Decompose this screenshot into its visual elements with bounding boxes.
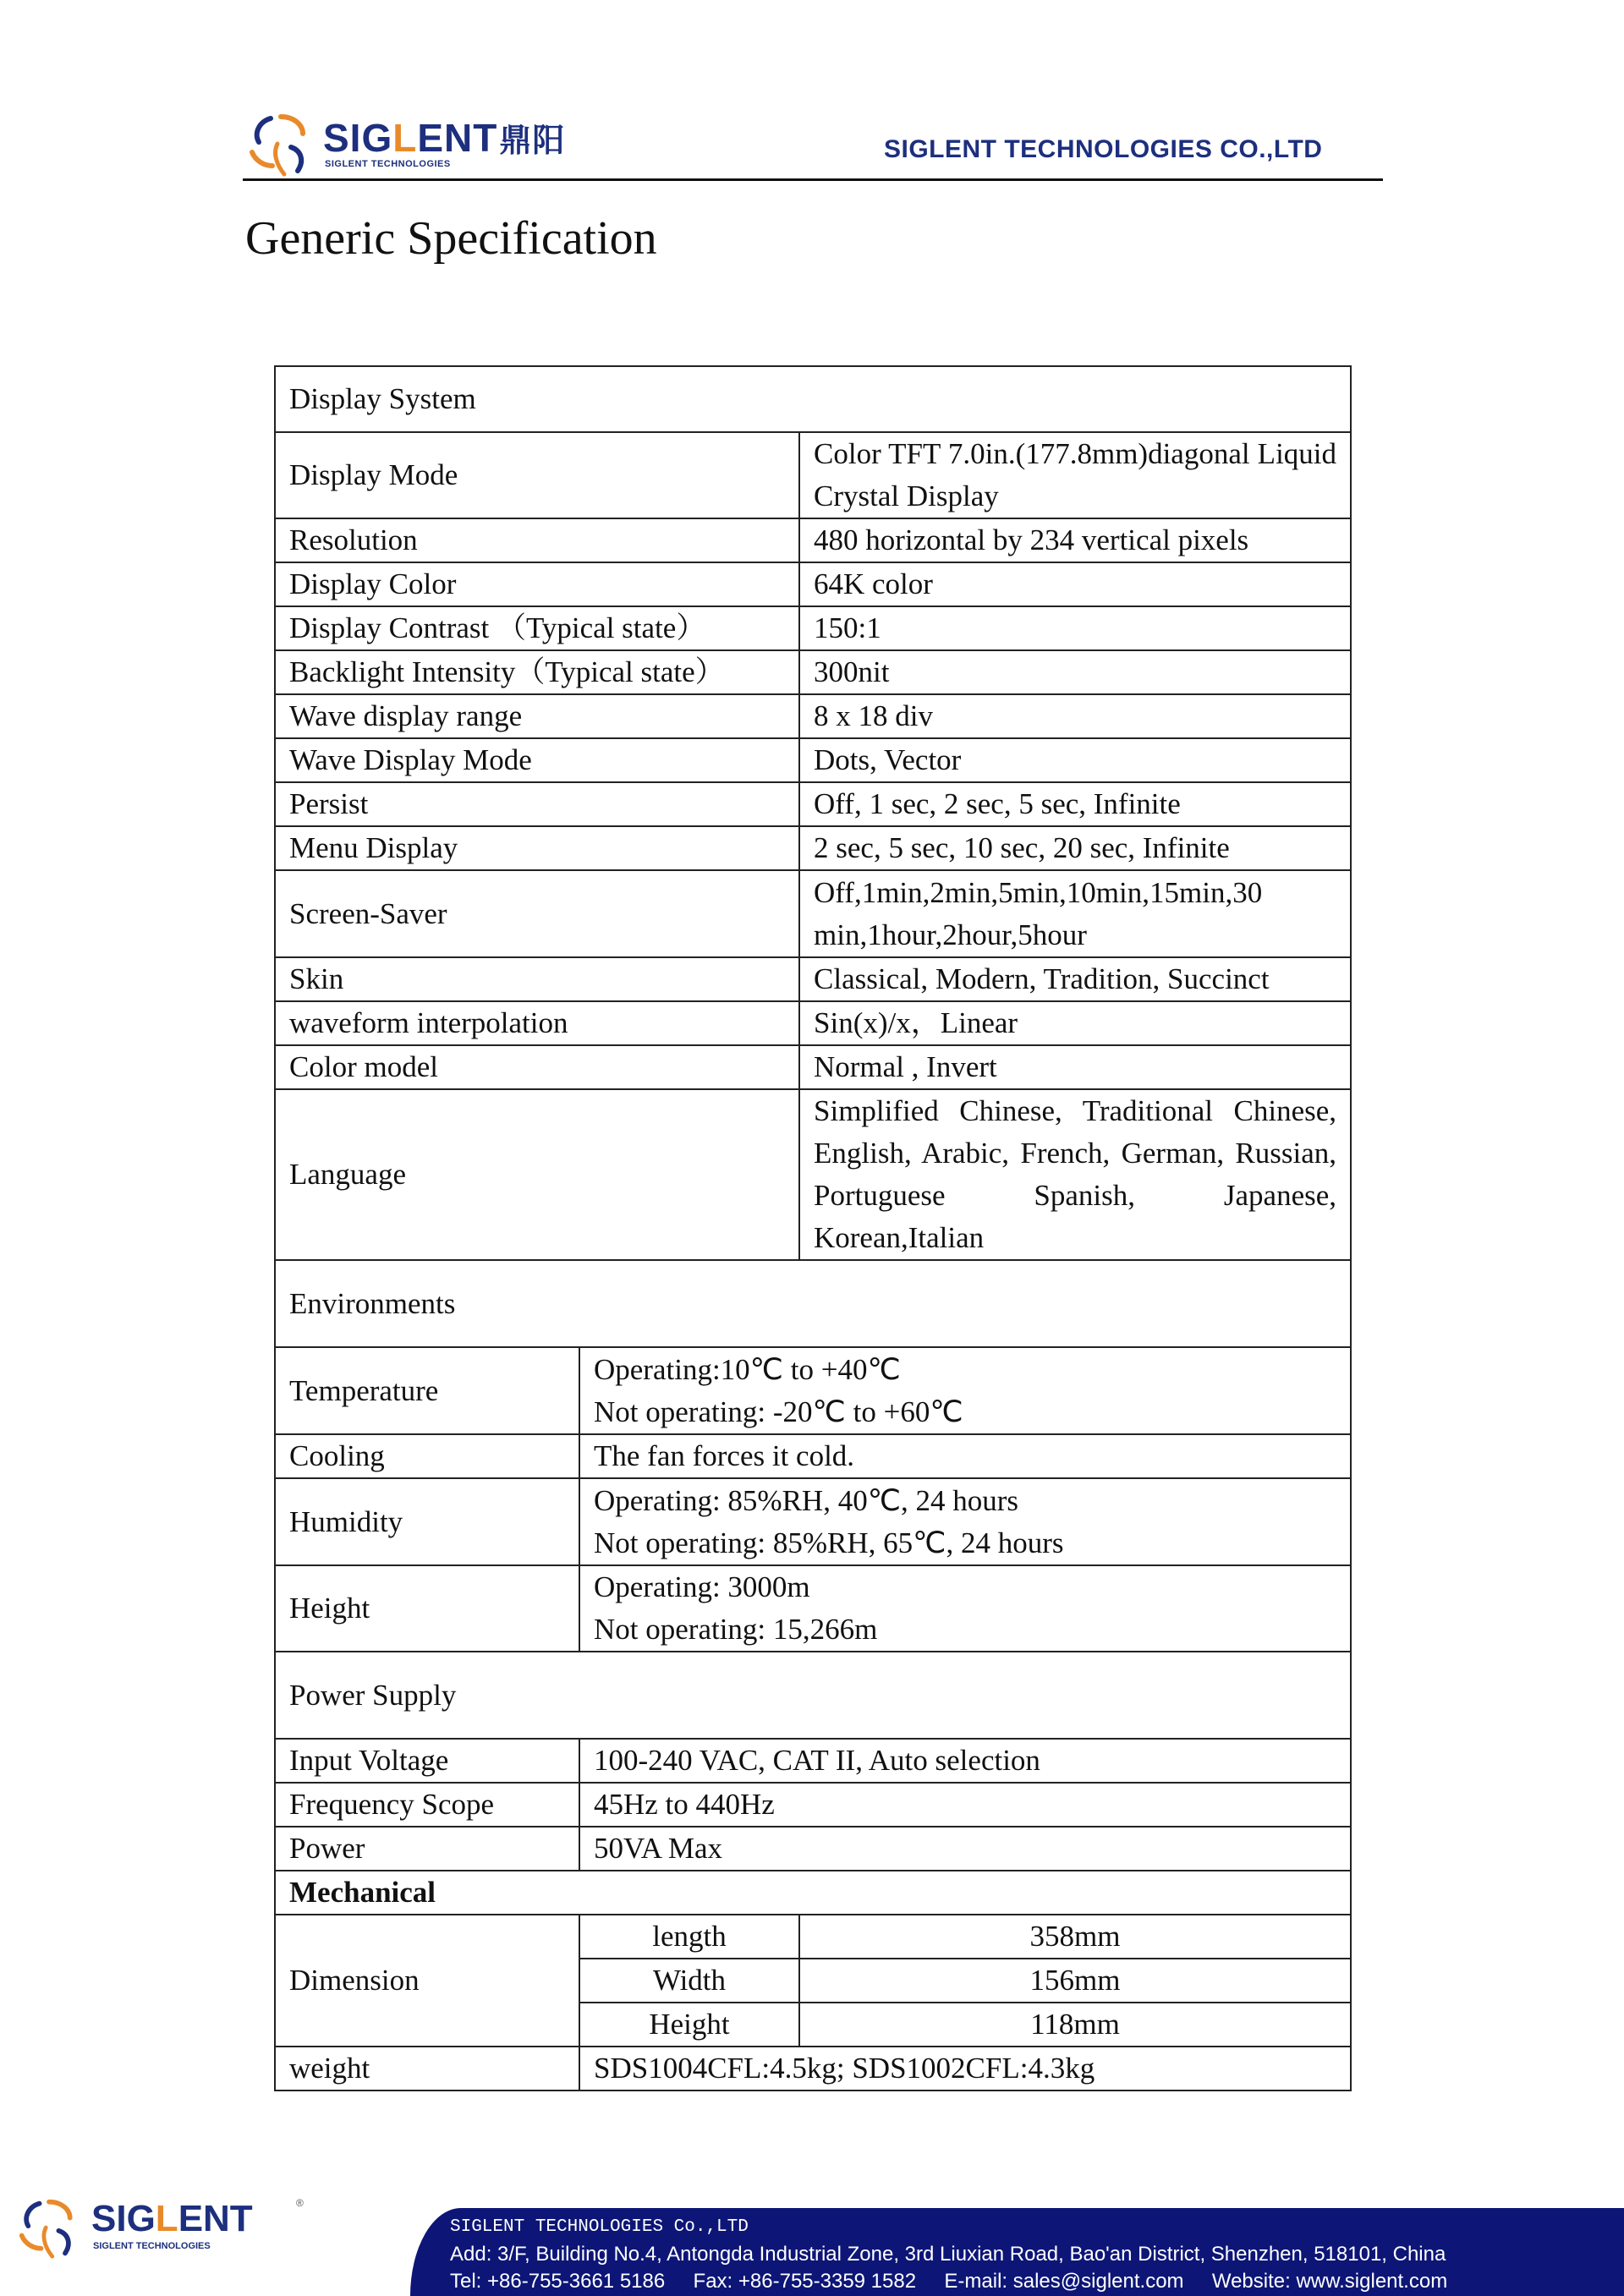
spec-label: Resolution <box>275 518 799 562</box>
spec-value: 2 sec, 5 sec, 10 sec, 20 sec, Infinite <box>799 826 1351 870</box>
footer-logo-wordmark: SIGLENT <box>91 2198 253 2239</box>
spec-label: Wave Display Mode <box>275 738 799 782</box>
spec-label: Humidity <box>275 1478 579 1565</box>
table-row <box>275 1347 1351 1434</box>
spec-label: Temperature <box>275 1347 579 1434</box>
spec-label: Backlight Intensity（Typical state） <box>275 650 799 694</box>
siglent-logo <box>247 112 585 178</box>
spec-value: SDS1004CFL:4.5kg; SDS1002CFL:4.3kg <box>579 2047 1351 2091</box>
logo-wordmark: SIGLENT鼎阳 <box>323 116 566 160</box>
spec-value: 8 x 18 div <box>799 694 1351 738</box>
spec-label: Display Color <box>275 562 799 606</box>
section-header-mechanical <box>275 1871 1351 1915</box>
table-row <box>275 694 1351 738</box>
spec-value: Off, 1 sec, 2 sec, 5 sec, Infinite <box>799 782 1351 826</box>
spec-label: Skin <box>275 957 799 1001</box>
siglent-swirl-icon <box>247 112 315 178</box>
table-row <box>275 1783 1351 1827</box>
table-row <box>275 1739 1351 1783</box>
table-row <box>275 870 1351 957</box>
dimension-name: Height <box>579 2003 799 2047</box>
spec-value: 150:1 <box>799 606 1351 650</box>
spec-label: Cooling <box>275 1434 579 1478</box>
table-row <box>275 518 1351 562</box>
spec-label: Display Mode <box>275 432 799 518</box>
spec-value: Simplified Chinese, Traditional Chinese, English, Arabic, French, German, Russian, Portuguese Spanish, Japanese, Korean,Italian <box>799 1089 1351 1260</box>
footer-contact: Tel: +86-755-3661 5186 Fax: +86-755-3359 1582 E-mail: sales@siglent.com Website: www.siglent.com <box>450 2270 1448 2293</box>
spec-table <box>274 365 1352 2091</box>
page-title: Generic Specification <box>245 212 657 265</box>
table-row <box>275 1478 1351 1565</box>
footer-address: Add: 3/F, Building No.4, Antongda Industrial Zone, 3rd Liuxian Road, Bao'an District, Shenzhen, 518101, China <box>450 2243 1446 2266</box>
spec-value: Sin(x)/x，Linear <box>799 1001 1351 1045</box>
table-row <box>275 1434 1351 1478</box>
dimension-value: 358mm <box>799 1915 1351 1959</box>
spec-label: Language <box>275 1089 799 1260</box>
section-title: Environments <box>275 1260 1351 1347</box>
spec-label: Persist <box>275 782 799 826</box>
registered-mark: ® <box>296 2197 304 2209</box>
table-row <box>275 1565 1351 1652</box>
logo-subtitle: SIGLENT TECHNOLOGIES <box>325 159 451 169</box>
table-row <box>275 826 1351 870</box>
table-row <box>275 432 1351 518</box>
table-row <box>275 1045 1351 1089</box>
table-row <box>275 2047 1351 2091</box>
footer-contact-block <box>450 2214 1447 2295</box>
spec-value: 300nit <box>799 650 1351 694</box>
spec-label: Screen-Saver <box>275 870 799 957</box>
header-divider <box>243 178 1383 181</box>
table-row <box>275 957 1351 1001</box>
spec-label: Dimension <box>275 1915 579 2047</box>
table-row <box>275 650 1351 694</box>
spec-label: weight <box>275 2047 579 2091</box>
footer-company: SIGLENT TECHNOLOGIES Co.,LTD <box>450 2217 749 2237</box>
table-row <box>275 738 1351 782</box>
spec-value: 100-240 VAC, CAT II, Auto selection <box>579 1739 1351 1783</box>
footer-logo-subtitle: SIGLENT TECHNOLOGIES <box>93 2241 211 2251</box>
section-header-environments <box>275 1260 1351 1347</box>
table-row <box>275 1827 1351 1871</box>
spec-label: Wave display range <box>275 694 799 738</box>
table-row <box>275 782 1351 826</box>
spec-label: Power <box>275 1827 579 1871</box>
spec-label: waveform interpolation <box>275 1001 799 1045</box>
spec-value: The fan forces it cold. <box>579 1434 1351 1478</box>
spec-value: Normal , Invert <box>799 1045 1351 1089</box>
header-company-name: SIGLENT TECHNOLOGIES CO.,LTD <box>884 135 1323 163</box>
spec-value-line: Operating: 3000m <box>594 1570 810 1603</box>
dimension-name: Width <box>579 1959 799 2003</box>
dimension-value: 156mm <box>799 1959 1351 2003</box>
spec-value-line: Operating:10℃ to +40℃ <box>594 1352 901 1386</box>
spec-label: Frequency Scope <box>275 1783 579 1827</box>
spec-value: 480 horizontal by 234 vertical pixels <box>799 518 1351 562</box>
spec-value: Dots, Vector <box>799 738 1351 782</box>
spec-value-line: Not operating: 85%RH, 65℃, 24 hours <box>594 1526 1064 1559</box>
table-row <box>275 1001 1351 1045</box>
spec-label: Display Contrast （Typical state） <box>275 606 799 650</box>
table-row <box>275 606 1351 650</box>
spec-value-line: Not operating: -20℃ to +60℃ <box>594 1395 963 1428</box>
spec-label: Height <box>275 1565 579 1652</box>
spec-value <box>579 1347 1351 1434</box>
spec-value-line: Operating: 85%RH, 40℃, 24 hours <box>594 1483 1019 1517</box>
section-title: Mechanical <box>275 1871 1351 1915</box>
spec-label: Menu Display <box>275 826 799 870</box>
dimension-value: 118mm <box>799 2003 1351 2047</box>
dimension-name: length <box>579 1915 799 1959</box>
section-title: Display System <box>275 366 1351 432</box>
spec-value <box>579 1565 1351 1652</box>
table-row <box>275 1089 1351 1260</box>
spec-value <box>579 1478 1351 1565</box>
spec-value: Classical, Modern, Tradition, Succinct <box>799 957 1351 1001</box>
siglent-swirl-icon <box>17 2197 81 2260</box>
spec-value: 45Hz to 440Hz <box>579 1783 1351 1827</box>
section-header-power <box>275 1652 1351 1739</box>
spec-value: 64K color <box>799 562 1351 606</box>
footer-logo <box>17 2197 304 2265</box>
spec-label: Input Voltage <box>275 1739 579 1783</box>
spec-value: 50VA Max <box>579 1827 1351 1871</box>
spec-label: Color model <box>275 1045 799 1089</box>
spec-value: Off,1min,2min,5min,10min,15min,30 min,1hour,2hour,5hour <box>799 870 1351 957</box>
spec-value: Color TFT 7.0in.(177.8mm)diagonal Liquid Crystal Display <box>799 432 1351 518</box>
spec-value-line: Not operating: 15,266m <box>594 1613 878 1646</box>
table-row <box>275 1915 1351 1959</box>
section-title: Power Supply <box>275 1652 1351 1739</box>
table-row <box>275 562 1351 606</box>
section-header-display <box>275 366 1351 432</box>
